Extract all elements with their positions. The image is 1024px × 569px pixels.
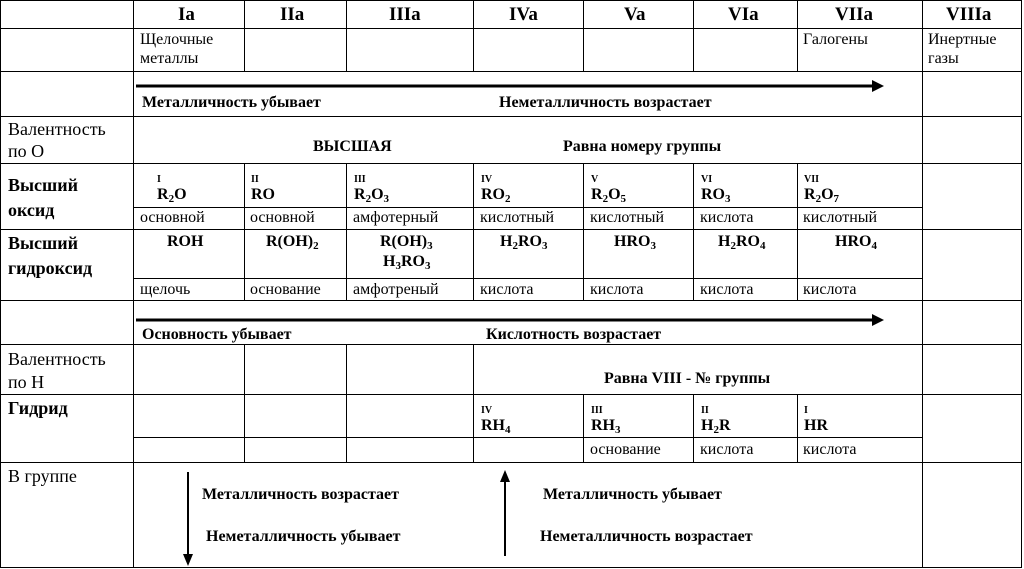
oxide-valence: V: [591, 174, 599, 185]
row-label-valence-o: по O: [8, 141, 45, 161]
grid-line: [0, 0, 1022, 1]
hydroxide-type: кислота: [700, 281, 754, 298]
grid-line: [133, 207, 923, 208]
family-noble: газы: [928, 50, 959, 67]
grid-line: [0, 163, 1022, 164]
oxide-formula: RO: [251, 186, 275, 203]
grid-line: [0, 567, 1022, 568]
valence-equals-group: Равна номеру группы: [563, 138, 722, 155]
oxide-type: основной: [140, 209, 205, 226]
grid-line: [797, 394, 798, 463]
family-noble: Инертные: [928, 31, 997, 48]
oxide-valence: VII: [804, 174, 820, 185]
grid-line: [0, 229, 1022, 230]
hydroxide-formula: $H_2RO_4$: [718, 233, 766, 252]
row-label-higher-oxide: Высший: [8, 175, 78, 195]
hydroxide-type: кислота: [803, 281, 857, 298]
trend-acidity-increases: Кислотность возрастает: [486, 326, 662, 343]
grid-line: [133, 437, 923, 438]
grid-line: [583, 163, 584, 301]
hydroxide-type: основание: [250, 281, 321, 298]
hydroxide-formula: $HRO_3$: [614, 233, 656, 252]
oxide-formula: $R_2O_7$: [804, 186, 840, 205]
oxide-formula: $R_2O_5$: [591, 186, 627, 205]
grid-line: [0, 462, 1022, 463]
group-header: IVa: [509, 4, 538, 25]
down-arrow-icon: [180, 472, 196, 568]
grid-line: [0, 116, 1022, 117]
grid-line: [922, 0, 923, 568]
hydride-formula: $RH_3$: [591, 417, 621, 436]
hydroxide-type: кислота: [590, 281, 644, 298]
group-trend-metallic-increases: Металличность возрастает: [202, 486, 399, 503]
hydride-type: кислота: [803, 441, 857, 458]
hydroxide-formula: $HRO_4$: [835, 233, 877, 252]
grid-line: [583, 394, 584, 463]
grid-line: [346, 163, 347, 301]
grid-line: [244, 0, 245, 72]
group-header: VIa: [728, 4, 759, 25]
valence-highest: ВЫСШАЯ: [313, 138, 392, 155]
oxide-valence: IV: [481, 174, 493, 185]
grid-line: [693, 163, 694, 301]
family-alkali: металлы: [140, 50, 199, 67]
grid-line: [133, 278, 923, 279]
row-label-valence-h: Валентность: [8, 349, 106, 369]
group-trend-nonmetallic-decreases: Неметалличность убывает: [206, 528, 401, 545]
oxide-valence: II: [251, 174, 259, 185]
hydroxide-formula: $R(OH)_3$: [380, 233, 433, 252]
group-header: Va: [624, 4, 646, 25]
grid-line: [1021, 0, 1022, 568]
row-label-in-group: В группе: [8, 466, 77, 486]
right-arrow-icon: [136, 313, 886, 327]
grid-line: [346, 344, 347, 395]
row-label-valence-h: по H: [8, 372, 45, 392]
row-label-higher-hydroxide: гидроксид: [8, 258, 93, 278]
valence-h-equals: Равна VIII - № группы: [604, 370, 771, 387]
oxide-type: кислота: [700, 209, 754, 226]
group-header: Ia: [178, 4, 195, 25]
hydride-type: основание: [590, 441, 661, 458]
hydroxide-formula: $H_2RO_3$: [500, 233, 548, 252]
grid-line: [0, 344, 1022, 345]
grid-line: [244, 344, 245, 395]
row-label-higher-hydroxide: Высший: [8, 233, 78, 253]
group-header: IIIa: [389, 4, 421, 25]
row-label-higher-oxide: оксид: [8, 200, 55, 220]
oxide-formula: $RO_3$: [701, 186, 731, 205]
row-label-valence-o: Валентность: [8, 119, 106, 139]
oxide-type: кислотный: [803, 209, 878, 226]
grid-line: [693, 0, 694, 72]
right-arrow-icon: [136, 79, 886, 93]
oxide-formula: $R_2O$: [157, 186, 187, 205]
hydride-type: кислота: [700, 441, 754, 458]
grid-line: [244, 394, 245, 463]
hydride-formula: $H_2R$: [701, 417, 731, 436]
grid-line: [346, 394, 347, 463]
group-header: VIIIa: [946, 4, 992, 25]
hydride-formula: $RH_4$: [481, 417, 511, 436]
grid-line: [473, 0, 474, 72]
hydroxide-type: амфотреный: [353, 281, 439, 298]
hydride-valence: I: [804, 405, 808, 416]
hydroxide-formula-alt: $H_3RO_3$: [383, 253, 431, 272]
family-alkali: Щелочные: [140, 31, 214, 48]
group-trend-nonmetallic-increases: Неметалличность возрастает: [540, 528, 753, 545]
grid-line: [0, 71, 1022, 72]
grid-line: [693, 394, 694, 463]
grid-line: [473, 394, 474, 463]
group-header: IIa: [280, 4, 305, 25]
grid-line: [473, 163, 474, 301]
oxide-formula: $R_2O_3$: [354, 186, 390, 205]
hydride-valence: II: [701, 405, 709, 416]
trend-nonmetallic-increases: Неметалличность возрастает: [499, 94, 712, 111]
hydroxide-type: щелочь: [140, 281, 191, 298]
row-label-hydride: Гидрид: [8, 398, 68, 418]
grid-line: [0, 300, 1022, 301]
oxide-type: амфотерный: [353, 209, 439, 226]
grid-line: [0, 28, 1022, 29]
hydride-formula: HR: [804, 417, 828, 434]
hydroxide-formula: ROH: [167, 233, 204, 250]
hydroxide-type: кислота: [480, 281, 534, 298]
oxide-type: кислотный: [590, 209, 665, 226]
group-header: VIIa: [835, 4, 874, 25]
grid-line: [0, 0, 1, 568]
group-trend-metallic-decreases: Металличность убывает: [543, 486, 722, 503]
grid-line: [346, 0, 347, 72]
oxide-valence: VI: [701, 174, 713, 185]
hydride-valence: IV: [481, 405, 493, 416]
grid-line: [133, 0, 134, 568]
trend-basicity-decreases: Основность убывает: [142, 326, 292, 343]
grid-line: [797, 163, 798, 301]
up-arrow-icon: [497, 470, 513, 556]
grid-line: [0, 394, 1022, 395]
oxide-type: кислотный: [480, 209, 555, 226]
oxide-valence: I: [157, 174, 161, 185]
hydroxide-formula: $R(OH)_2$: [266, 233, 319, 252]
oxide-formula: $RO_2$: [481, 186, 511, 205]
oxide-type: основной: [250, 209, 315, 226]
family-halogens: Галогены: [803, 31, 868, 48]
grid-line: [583, 0, 584, 72]
hydride-valence: III: [591, 405, 603, 416]
oxide-valence: III: [354, 174, 366, 185]
grid-line: [473, 344, 474, 395]
trend-metallic-decreases: Металличность убывает: [142, 94, 321, 111]
grid-line: [797, 0, 798, 72]
grid-line: [244, 163, 245, 301]
